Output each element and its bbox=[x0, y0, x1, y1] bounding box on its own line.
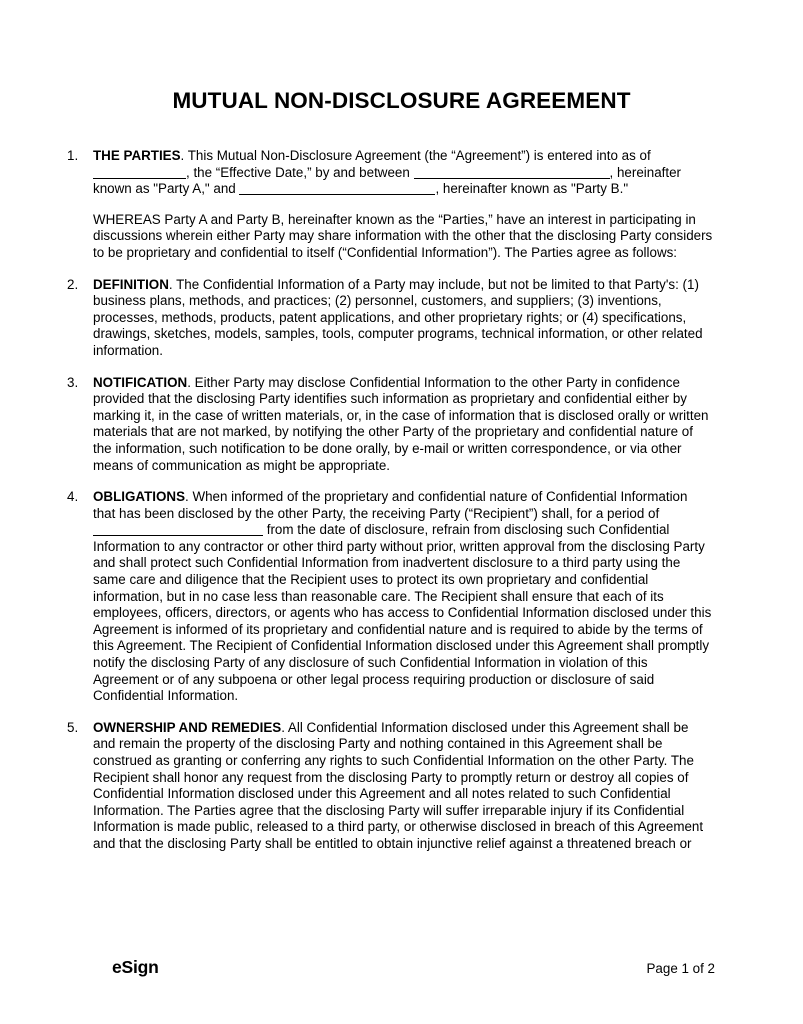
clause-text-run: from the date of disclosure, refrain from disclosing such Confidential Information to any contractor or other third party without prior, written approval from the disclosing Party and shall protect such Confidential Information from inadvertent disclosure to a third party using the same care and diligence that the Recipient uses to protect its own proprietary and confidential information, but in no case less than reasonable care. The Recipient shall ensure that each of its employees, officers, directors, or agents who has access to Confidential Information disclosed under this Agreement is informed of its proprietary and confidential nature and is required to abide by the terms of this Agreement. The Recipient of Confidential Information disclosed under this Agreement shall promptly notify the disclosing Party of any disclosure of such Confidential Information in violation of this Agreement or of any subpoena or other legal process requiring production or disclosure of said Confidential Information. bbox=[93, 522, 712, 704]
clause-item bbox=[67, 148, 713, 262]
clause-item bbox=[67, 489, 713, 705]
clause-text-run: . This Mutual Non-Disclosure Agreement (the “Agreement”) is entered into as of bbox=[180, 148, 651, 163]
clause-heading: DEFINITION bbox=[93, 276, 169, 292]
clause-text-run: , hereinafter known as "Party B." bbox=[435, 181, 629, 197]
clause-text-run: . All Confidential Information disclosed under this Agreement shall be and remain the property of the disclosing Party and nothing contained in this Agreement shall be construed as granting or conferring any rights to such Confidential Information on the other Party. The Recipient shall honor any request from the disclosing Party to promptly return or destroy all copies of Confidential Information disclosed under this Agreement and all notes related to such Confidential Information. The Parties agree that the disclosing Party will suffer irreparable injury if its Confidential Information is made public, released to a third party, or otherwise disclosed in breach of this Agreement and that the disclosing Party shall be entitled to obtain injunctive relief against a threatened breach or bbox=[93, 719, 704, 851]
clause-paragraph bbox=[93, 489, 713, 705]
clause-item bbox=[67, 375, 713, 475]
clause-paragraph bbox=[93, 148, 713, 198]
clause-heading: OBLIGATIONS bbox=[93, 489, 185, 505]
clause-paragraph bbox=[93, 720, 713, 853]
clause-heading: OWNERSHIP AND REMEDIES bbox=[93, 719, 282, 735]
page-footer bbox=[112, 957, 715, 983]
clause-paragraph bbox=[93, 212, 713, 262]
clause-text bbox=[93, 489, 713, 705]
clause-number: 1. bbox=[67, 148, 79, 163]
clause-text-run: . The Confidential Information of a Party may include, but not be limited to that Party's: (1) business plans, methods, and practices; (2) personnel, customers, and suppliers; (3) inventions, processes, methods, products, patent applications, and other proprietary rights; or (4) specifications, drawings, sketches, models, samples, tools, computer programs, technical information, or other related information. bbox=[93, 276, 703, 358]
clause-text-run: . Either Party may disclose Confidential Information to the other Party in confidence provided that the disclosing Party identifies such information as proprietary and confidential either by marking it, in the case of written materials, or, in the case of information that is disclosed orally or written materials that are not marked, by notifying the other Party of the proprietary and confidential nature of the information, such notification to be done orally, by e-mail or written correspondence, or via other means of communication as might be appropriate. bbox=[93, 374, 709, 473]
clause-text bbox=[93, 148, 713, 262]
page-number: Page 1 of 2 bbox=[646, 961, 715, 976]
clause-text bbox=[93, 277, 713, 360]
clause-text bbox=[93, 720, 713, 853]
page-title: MUTUAL NON-DISCLOSURE AGREEMENT bbox=[172, 88, 631, 113]
fill-in-blank[interactable] bbox=[414, 166, 610, 179]
clause-item bbox=[67, 720, 713, 853]
clause-number: 5. bbox=[67, 719, 79, 735]
clause-item bbox=[67, 277, 713, 360]
esign-brand-logo: eSign bbox=[112, 957, 159, 977]
clause-number: 4. bbox=[67, 489, 79, 505]
clause-text-run: WHEREAS Party A and Party B, hereinafter known as the “Parties,” have an interest in participating in discussions wherein either Party may share information with the other that the disclosing Party considers to be proprietary and confidential to itself (“Confidential Information”). The Parties agree as follows: bbox=[93, 211, 713, 260]
clause-text-run: , the “Effective Date,” by and between bbox=[186, 164, 414, 180]
clause-paragraph bbox=[93, 277, 713, 360]
clause-paragraph bbox=[93, 375, 713, 475]
clause-text-run: . When informed of the proprietary and confidential nature of Confidential Information that has been disclosed by the other Party, the receiving Party (“Recipient”) shall, for a period of bbox=[93, 489, 688, 521]
clause-heading: NOTIFICATION bbox=[93, 374, 188, 390]
clause-text bbox=[93, 375, 713, 475]
fill-in-blank[interactable] bbox=[93, 166, 186, 179]
fill-in-blank[interactable] bbox=[239, 182, 435, 195]
clause-heading: THE PARTIES bbox=[93, 148, 181, 163]
clause-text-run: , hereinafter known as "Party A," and bbox=[93, 164, 681, 197]
clause-number: 2. bbox=[67, 276, 79, 292]
fill-in-blank[interactable] bbox=[93, 523, 263, 536]
document-body bbox=[67, 148, 713, 868]
clause-number: 3. bbox=[67, 374, 79, 390]
